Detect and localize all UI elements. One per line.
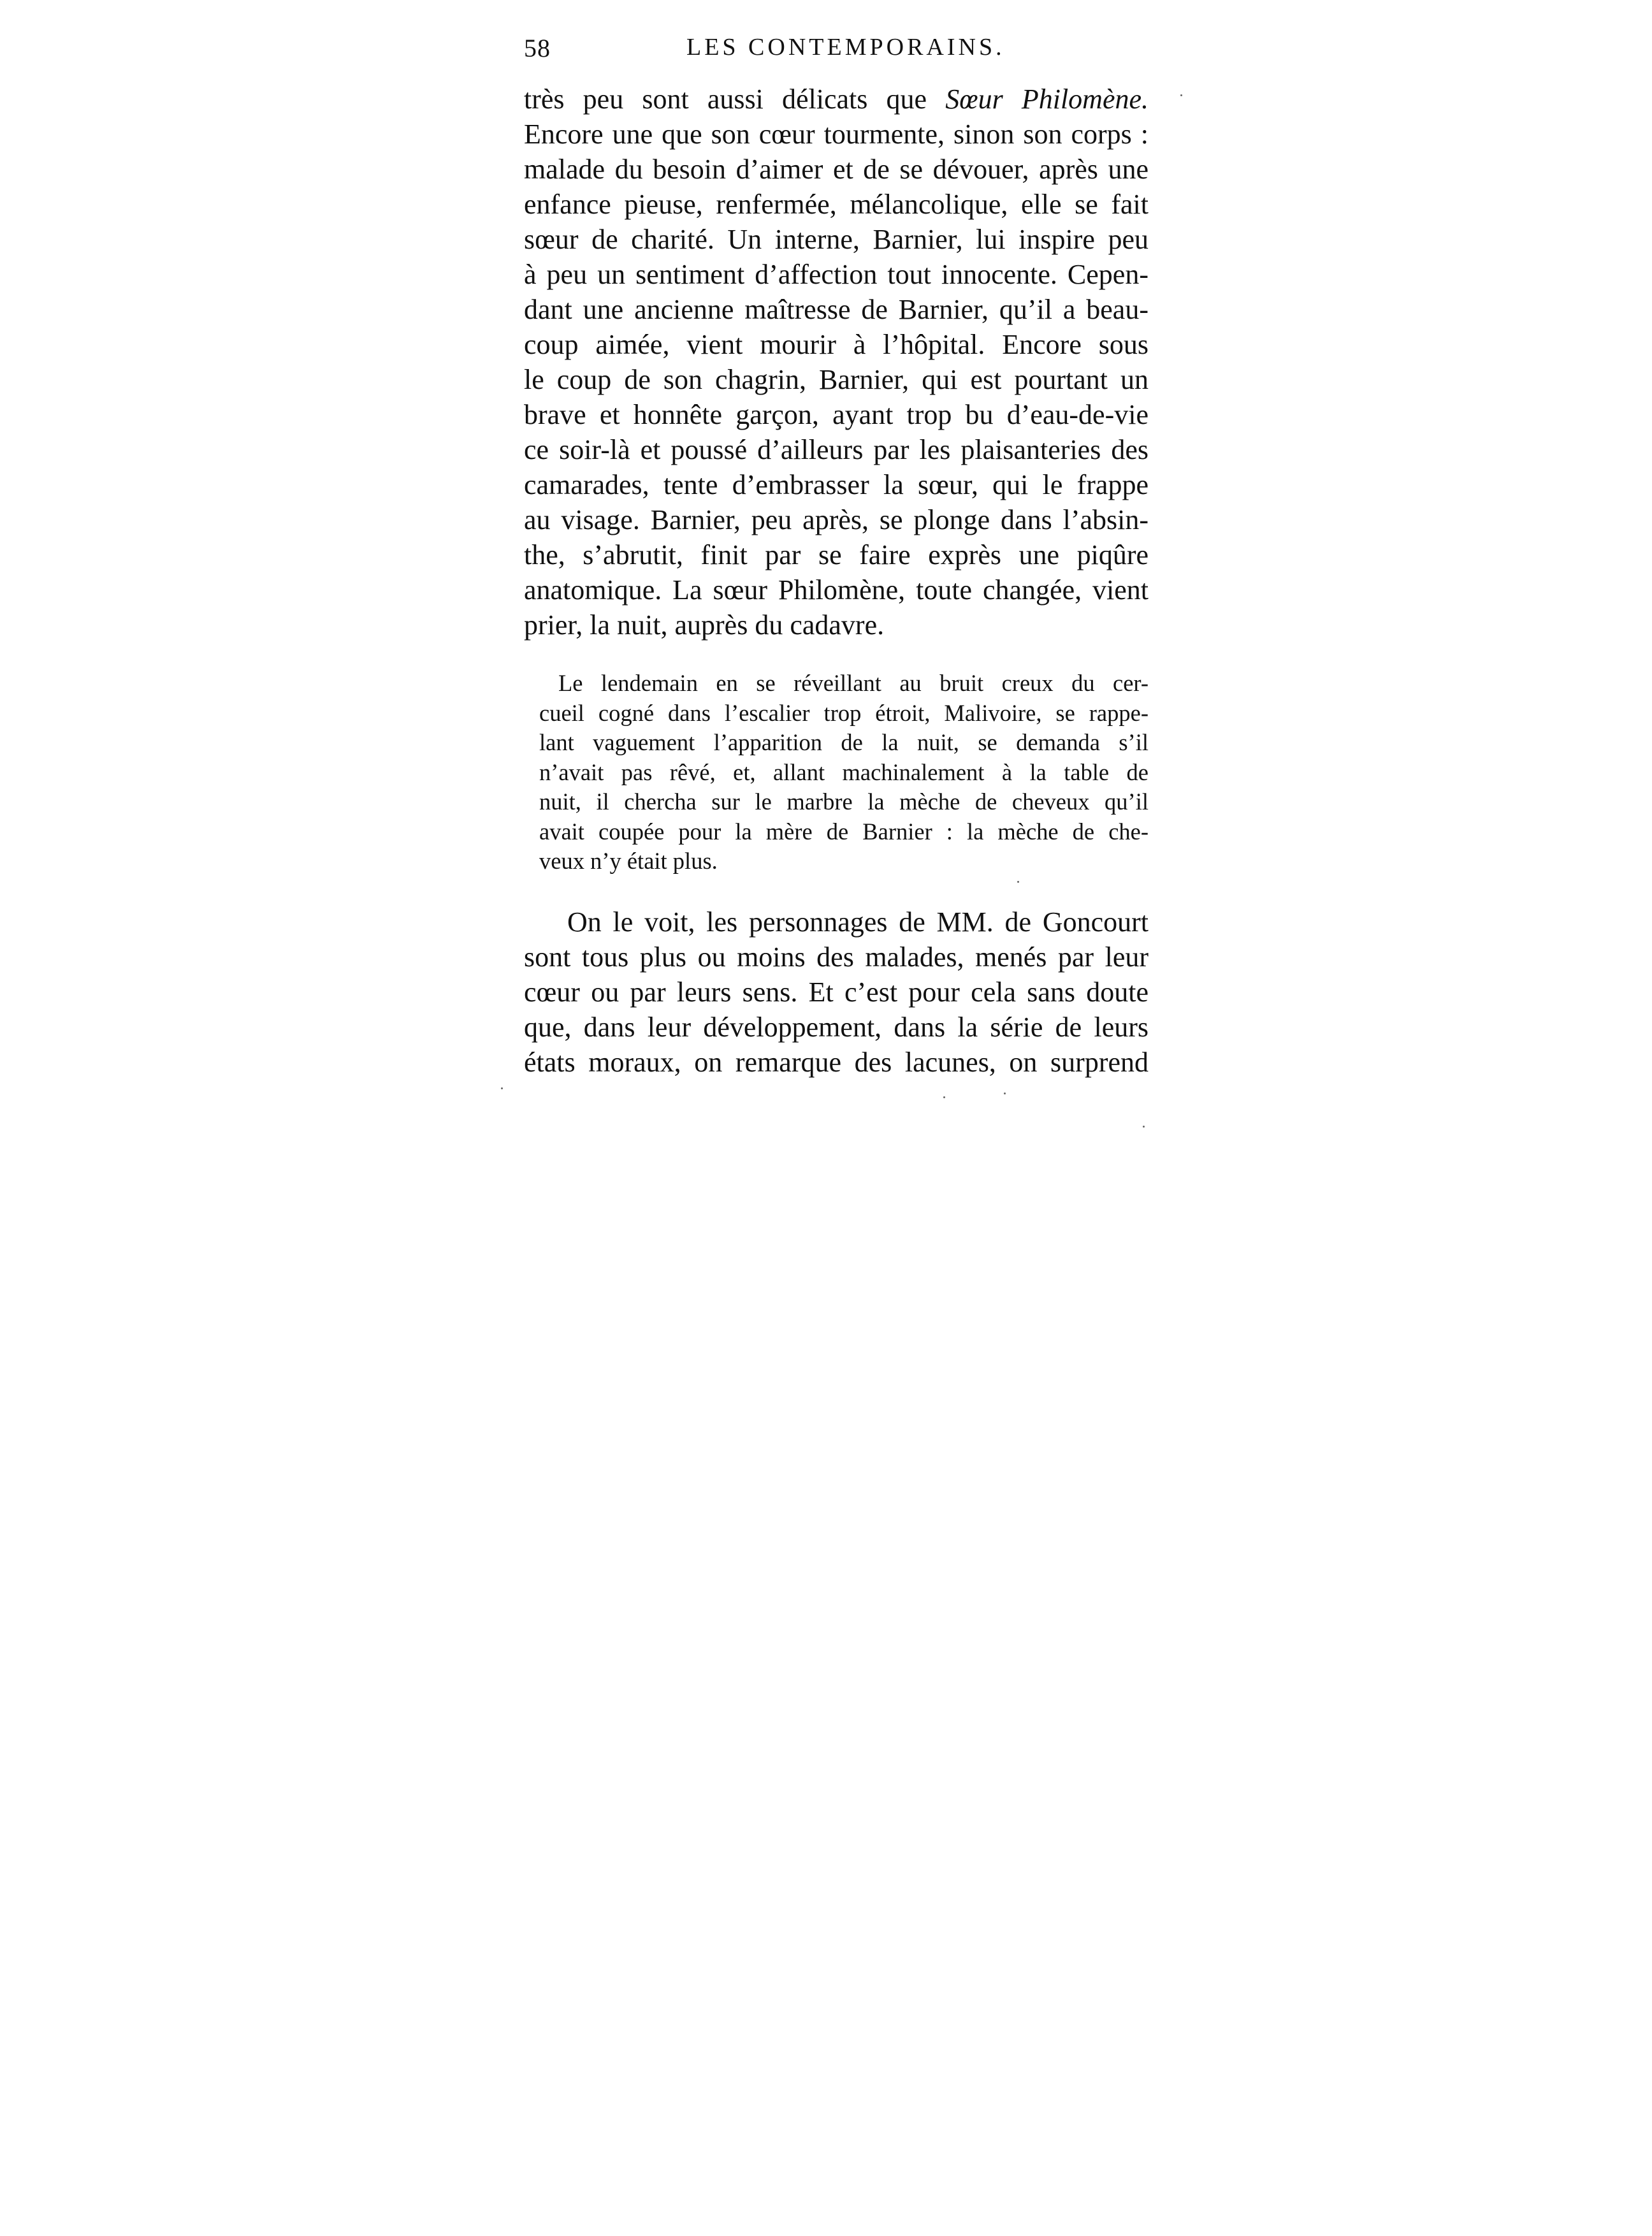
- quote-line: lant vaguement l’apparition de la nuit, se demanda s’il: [539, 729, 1148, 755]
- quote-line: n’avait pas rêvé, et, allant machinalement à la table de: [539, 759, 1148, 785]
- quote-line: avait coupée pour la mère de Barnier : la mèche de che-: [539, 818, 1148, 845]
- scan-speck: [501, 1087, 503, 1089]
- text-line: états moraux, on remarque des lacunes, on surprend: [524, 1047, 1148, 1078]
- text-line: au visage. Barnier, peu après, se plonge dans l’absin-: [524, 504, 1148, 535]
- paragraph-one: [524, 82, 1148, 642]
- scan-speck: [943, 1096, 945, 1098]
- text-line: anatomique. La sœur Philomène, toute changée, vient: [524, 574, 1148, 606]
- text-line: the, s’abrutit, finit par se faire exprès une piqûre: [524, 539, 1148, 570]
- quote-line: nuit, il chercha sur le marbre la mèche de cheveux qu’il: [539, 788, 1148, 815]
- text-line: On le voit, les personnages de MM. de Goncourt: [567, 906, 1148, 938]
- scan-speck: [1143, 1126, 1145, 1128]
- paragraph-two: [524, 904, 1148, 1080]
- quotation-block: [539, 669, 1148, 876]
- text-line: cœur ou par leurs sens. Et c’est pour cela sans doute: [524, 976, 1148, 1008]
- text-line: ce soir-là et poussé d’ailleurs par les plaisanteries des: [524, 434, 1148, 465]
- page-header: [524, 33, 1148, 71]
- page-number: 58: [524, 34, 551, 62]
- scan-speck: [1017, 881, 1019, 883]
- text-line: que, dans leur développement, dans la série de leurs: [524, 1012, 1148, 1043]
- text-line-start: très peu sont aussi délicats que: [524, 83, 946, 115]
- scan-speck: [1180, 94, 1182, 96]
- text-line: coup aimée, vient mourir à l’hôpital. Encore sous: [524, 329, 1148, 360]
- text-line: brave et honnête garçon, ayant trop bu d’eau-de-vie: [524, 399, 1148, 430]
- quote-line: cueil cogné dans l’escalier trop étroit, Malivoire, se rappe-: [539, 699, 1148, 726]
- text-line: camarades, tente d’embrasser la sœur, qui le frappe: [524, 469, 1148, 500]
- scan-speck: [1004, 1093, 1006, 1094]
- text-line: sœur de charité. Un interne, Barnier, lui inspire peu: [524, 224, 1148, 255]
- text-line: [524, 82, 1148, 117]
- quote-line: Le lendemain en se réveillant au bruit creux du cer-: [558, 670, 1148, 696]
- text-line: Encore une que son cœur tourmente, sinon son corps :: [524, 119, 1148, 150]
- text-line: dant une ancienne maîtresse de Barnier, qu’il a beau-: [524, 294, 1148, 325]
- text-line: sont tous plus ou moins des malades, menés par leur: [524, 941, 1148, 973]
- text-line: malade du besoin d’aimer et de se dévouer, après une: [524, 154, 1148, 185]
- text-line: enfance pieuse, renfermée, mélancolique, elle se fait: [524, 189, 1148, 220]
- text-line: à peu un sentiment d’affection tout innocente. Cepen-: [524, 259, 1148, 290]
- text-line: le coup de son chagrin, Barnier, qui est pourtant un: [524, 364, 1148, 395]
- book-title: Sœur Philomène.: [945, 83, 1148, 115]
- running-head: LES CONTEMPORAINS.: [686, 34, 1005, 61]
- text-line: prier, la nuit, auprès du cadavre.: [524, 609, 885, 641]
- quote-line: veux n’y était plus.: [539, 848, 718, 874]
